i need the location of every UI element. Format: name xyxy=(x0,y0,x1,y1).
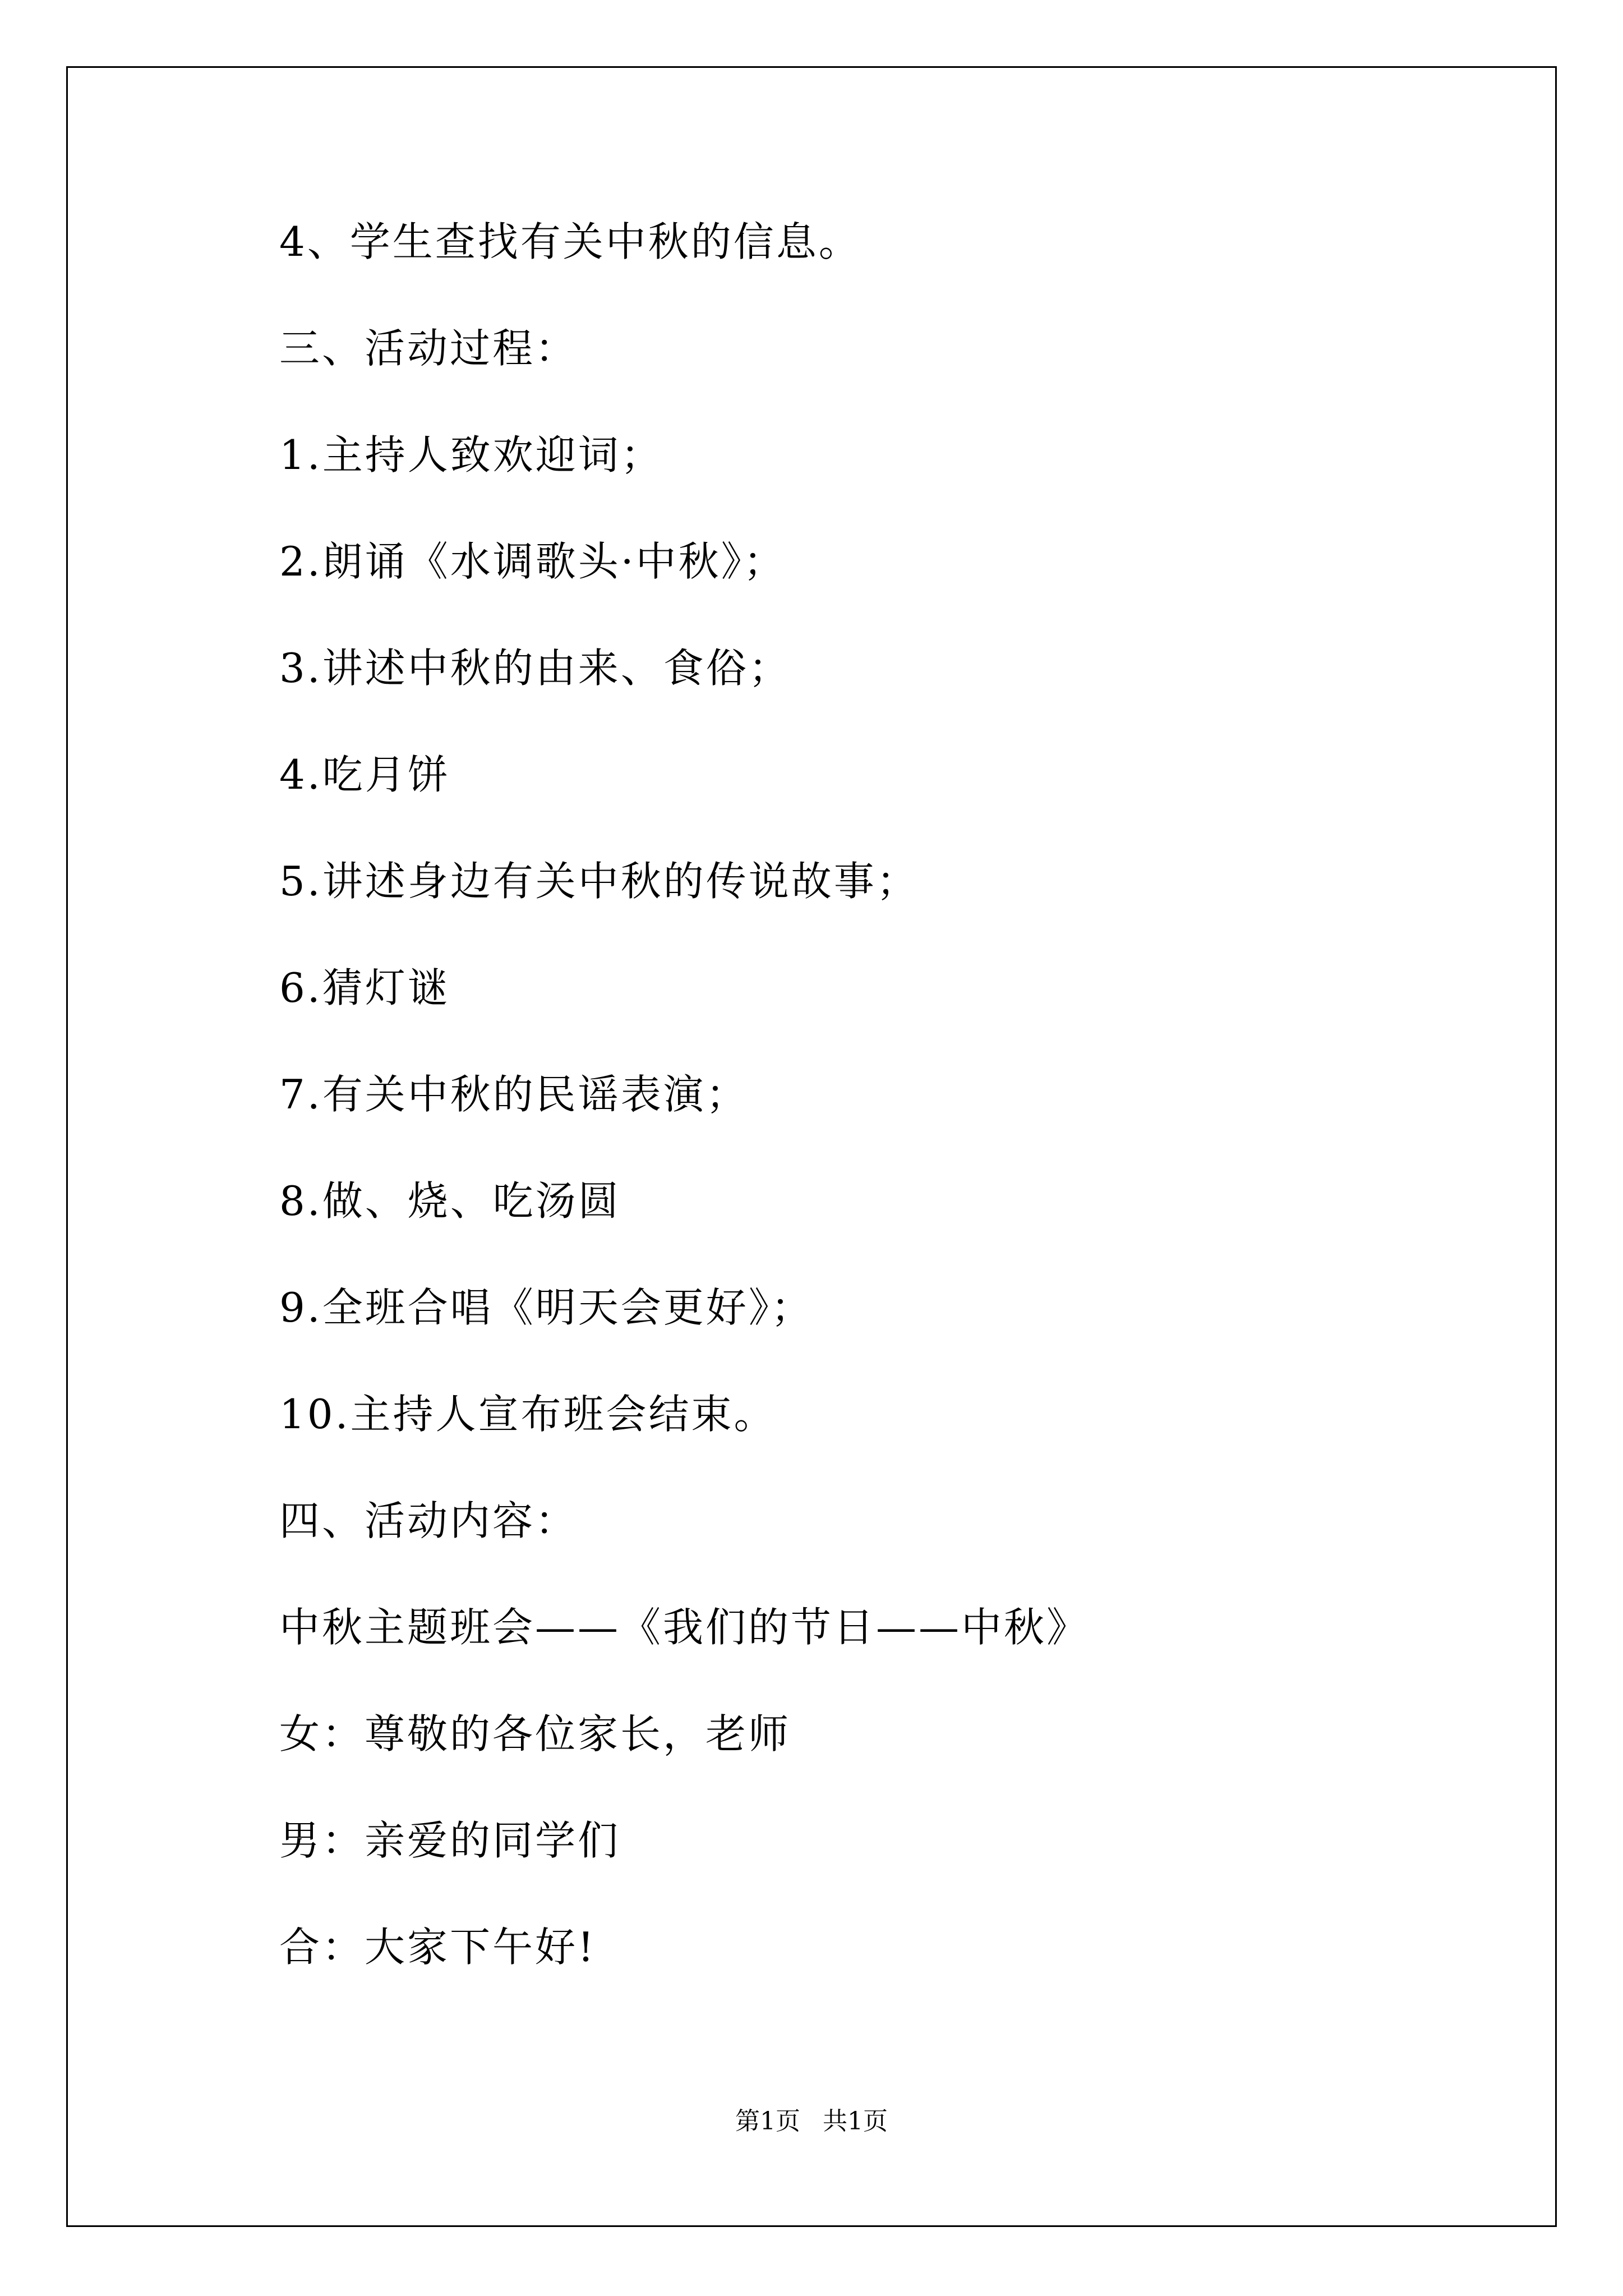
section-heading: 四、活动内容： xyxy=(279,1497,578,1544)
document-body xyxy=(279,218,1457,2033)
list-item: 4.吃月饼 xyxy=(279,751,450,798)
list-item: 6.猜灯谜 xyxy=(279,964,450,1011)
text-line: 4、学生查找有关中秋的信息。 xyxy=(279,218,861,265)
dialogue-line: 合：大家下午好! xyxy=(279,1924,596,1971)
list-item: 10.主持人宣布班会结束。 xyxy=(279,1391,777,1438)
list-item: 9.全班合唱《明天会更好》； xyxy=(279,1284,814,1331)
list-item: 7.有关中秋的民谣表演； xyxy=(279,1071,749,1118)
page-number: 第1页 xyxy=(735,2107,800,2136)
list-item: 1.主持人致欢迎词； xyxy=(279,431,663,478)
list-item: 8.做、烧、吃汤圆 xyxy=(279,1177,621,1225)
text-line: 中秋主题班会——《我们的节日——中秋》 xyxy=(279,1604,1090,1651)
page-total: 共1页 xyxy=(823,2107,888,2136)
dialogue-line: 男：亲爱的同学们 xyxy=(279,1817,621,1864)
page-footer xyxy=(0,2101,1623,2137)
list-item: 2.朗诵《水调歌头·中秋》； xyxy=(279,538,786,585)
list-item: 5.讲述身边有关中秋的传说故事； xyxy=(279,858,919,905)
list-item: 3.讲述中秋的由来、食俗； xyxy=(279,645,791,692)
dialogue-line: 女：尊敬的各位家长，老师 xyxy=(279,1710,791,1757)
section-heading: 三、活动过程： xyxy=(279,325,578,372)
